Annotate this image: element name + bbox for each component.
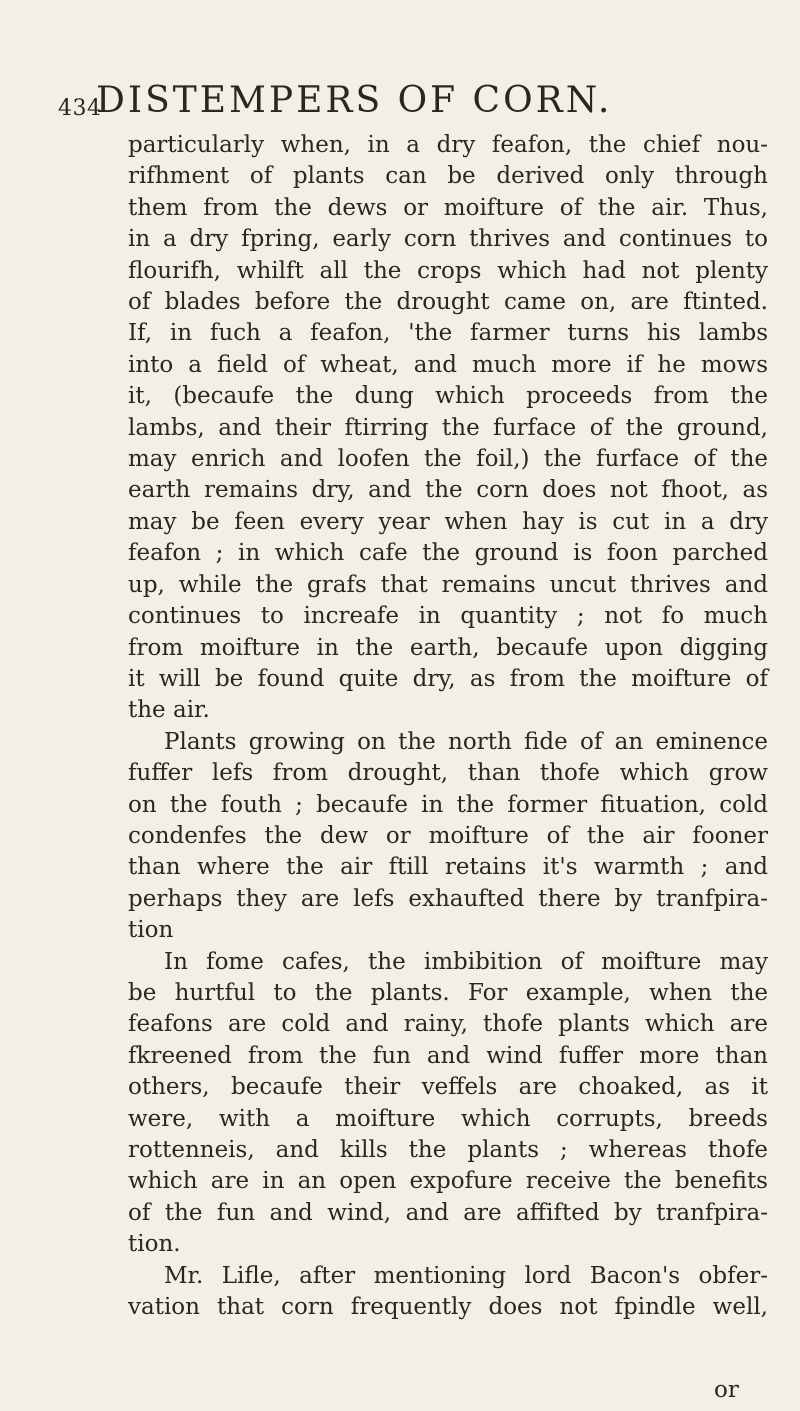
text-line: from moifture in the earth, becaufe upon digging — [128, 634, 768, 661]
text-line: earth remains dry, and the corn does not fhoot, as — [128, 477, 768, 504]
text-line: tion. — [128, 1231, 181, 1258]
text-line: lambs, and their ftirring the furface of the ground, — [128, 414, 768, 441]
text-line: of blades before the drought came on, are ftinted. — [128, 289, 768, 316]
text-line: others, becaufe their veffels are choaked, as it — [128, 1074, 768, 1101]
text-line: which are in an open expofure receive the benefits — [128, 1168, 768, 1195]
text-line: the air. — [128, 697, 210, 724]
text-line: fkreened from the fun and wind fuffer more than — [128, 1042, 768, 1069]
text-line: may be feen every year when hay is cut in a dry — [128, 508, 768, 535]
text-line: it will be found quite dry, as from the moifture of — [128, 665, 768, 692]
text-line: particularly when, in a dry feafon, the chief nou- — [128, 132, 768, 158]
running-head: DISTEMPERS OF CORN. — [96, 80, 613, 121]
text-line: them from the dews or moifture of the air. Thus, — [128, 194, 768, 221]
text-line: of the fun and wind, and are affifted by tranfpira- — [128, 1199, 768, 1226]
text-line: it, (becaufe the dung which proceeds from the — [128, 383, 768, 410]
text-line: rottenneis, and kills the plants ; whereas thofe — [128, 1137, 768, 1163]
text-line: Plants growing on the north fide of an eminence — [164, 728, 768, 755]
text-line: up, while the grafs that remains uncut thrives and — [128, 571, 768, 598]
text-line: feafons are cold and rainy, thofe plants which are — [128, 1011, 768, 1038]
text-line: Mr. Lifle, after mentioning lord Bacon's obfer- — [164, 1262, 768, 1289]
text-line: in a dry fpring, early corn thrives and continues to — [128, 226, 768, 253]
text-line: than where the air ftill retains it's warmth ; and — [128, 854, 768, 881]
text-line: flourifh, whilft all the crops which had not plenty — [128, 257, 768, 284]
body-text — [128, 130, 768, 1323]
text-line: condenfes the dew or moifture of the air fooner — [128, 822, 768, 849]
text-line: perhaps they are lefs exhaufted there by tranfpira- — [128, 885, 768, 912]
text-line: be hurtful to the plants. For example, when the — [128, 979, 768, 1006]
text-line: rifhment of plants can be derived only through — [128, 163, 768, 190]
text-line: In fome cafes, the imbibition of moifture may — [164, 948, 768, 975]
text-line: continues to increafe in quantity ; not fo much — [128, 603, 768, 630]
page-number: 434 — [58, 96, 102, 121]
text-line: may enrich and loofen the foil,) the furface of the — [128, 446, 768, 473]
page-header — [58, 80, 758, 124]
text-line: fuffer lefs from drought, than thofe which grow — [128, 760, 768, 787]
text-line: If, in fuch a feafon, 'the farmer turns his lambs — [128, 320, 768, 347]
text-line: feafon ; in which cafe the ground is foon parched — [128, 540, 768, 567]
text-line: tion — [128, 917, 174, 944]
catchword: or — [714, 1377, 739, 1403]
text-line: vation that corn frequently does not fpindle well, — [128, 1294, 768, 1321]
text-line: into a field of wheat, and much more if he mows — [128, 351, 768, 378]
text-line: were, with a moifture which corrupts, breeds — [128, 1105, 768, 1132]
text-line: on the fouth ; becaufe in the former fituation, cold — [128, 791, 768, 818]
